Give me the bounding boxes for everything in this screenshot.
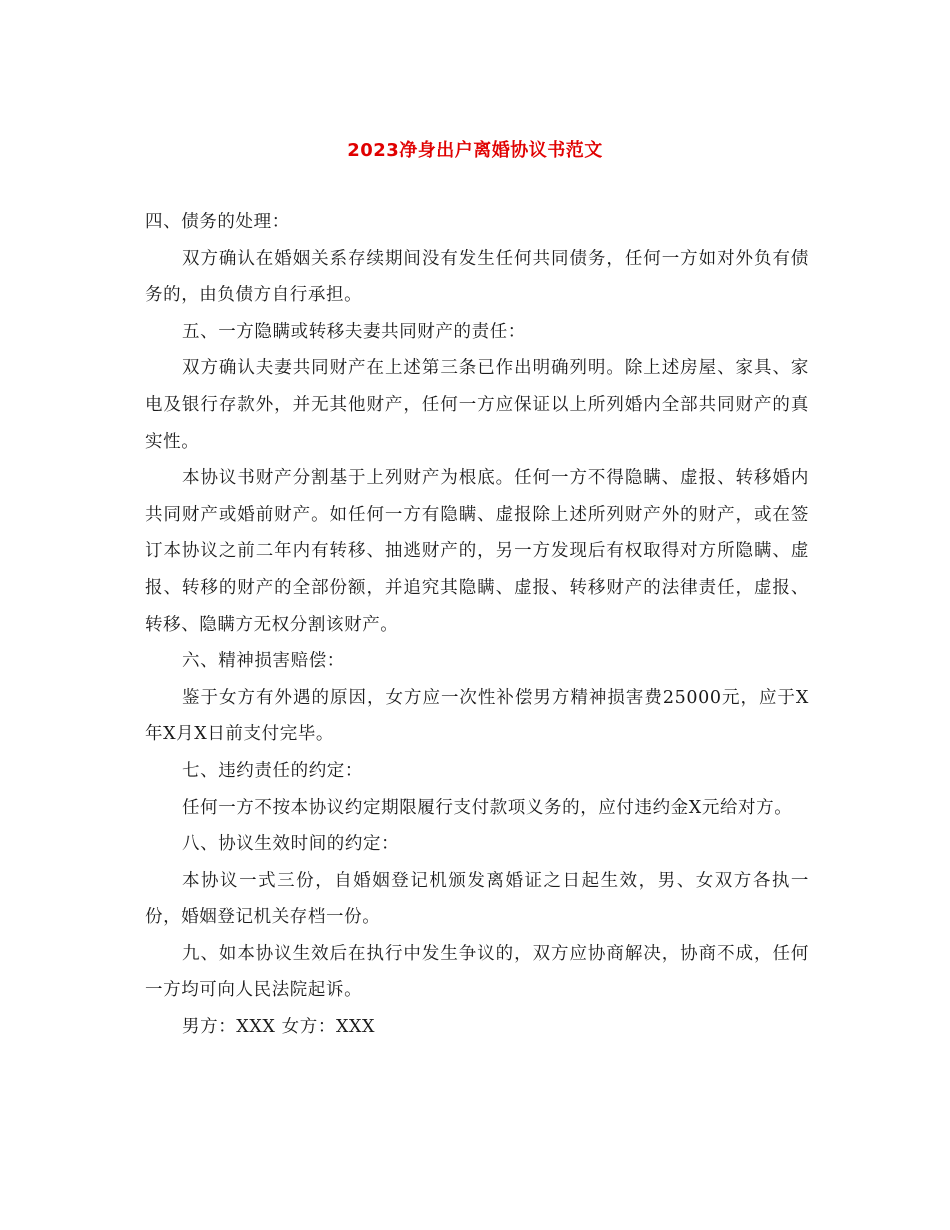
paragraph-dispute: 九、如本协议生效后在执行中发生争议的，双方应协商解决，协商不成，任何一方均可向人民法院起诉。 <box>145 943 809 1001</box>
paragraph-concealment-2: 本协议书财产分割基于上列财产为根底。任何一方不得隐瞒、虚报、转移婚内共同财产或婚前财产。如任何一方有隐瞒、虚报除上述所列财产外的财产，或在签订本协议之前二年内有转移、抽逃财产的，另一方发现后有权取得对方所隐瞒、虚报、转移的财产的全部份额，并追究其隐瞒、虚报、转移财产的法律责任，虚报、转移、隐瞒方无权分割该财产。 <box>145 468 809 635</box>
signature-line: 男方：XXX 女方：XXX <box>182 1017 376 1038</box>
paragraph-concealment-1: 双方确认夫妻共同财产在上述第三条已作出明确列明。除上述房屋、家具、家电及银行存款外，并无其他财产，任何一方应保证以上所列婚内全部共同财产的真实性。 <box>145 358 809 452</box>
paragraph-breach: 任何一方不按本协议约定期限履行支付款项义务的，应付违约金X元给对方。 <box>182 797 793 818</box>
paragraph-effective: 本协议一式三份，自婚姻登记机颁发离婚证之日起生效，男、女双方各执一份，婚姻登记机关存档一份。 <box>145 870 809 928</box>
paragraph-damages: 鉴于女方有外遇的原因，女方应一次性补偿男方精神损害费25000元，应于X年X月X日前支付完毕。 <box>145 687 809 745</box>
section-heading-debts: 四、债务的处理： <box>145 212 290 232</box>
paragraph-debts: 双方确认在婚姻关系存续期间没有发生任何共同债务，任何一方如对外负有债务的，由负债方自行承担。 <box>145 248 809 306</box>
section-heading-damages: 六、精神损害赔偿： <box>182 651 345 672</box>
section-heading-breach: 七、违约责任的约定： <box>182 760 363 781</box>
section-heading-concealment: 五、一方隐瞒或转移夫妻共同财产的责任： <box>182 321 526 342</box>
document-title: 2023净身出户离婚协议书范文 <box>347 140 603 161</box>
section-heading-effective: 八、协议生效时间的约定： <box>182 834 400 855</box>
document-body <box>145 204 809 1046</box>
